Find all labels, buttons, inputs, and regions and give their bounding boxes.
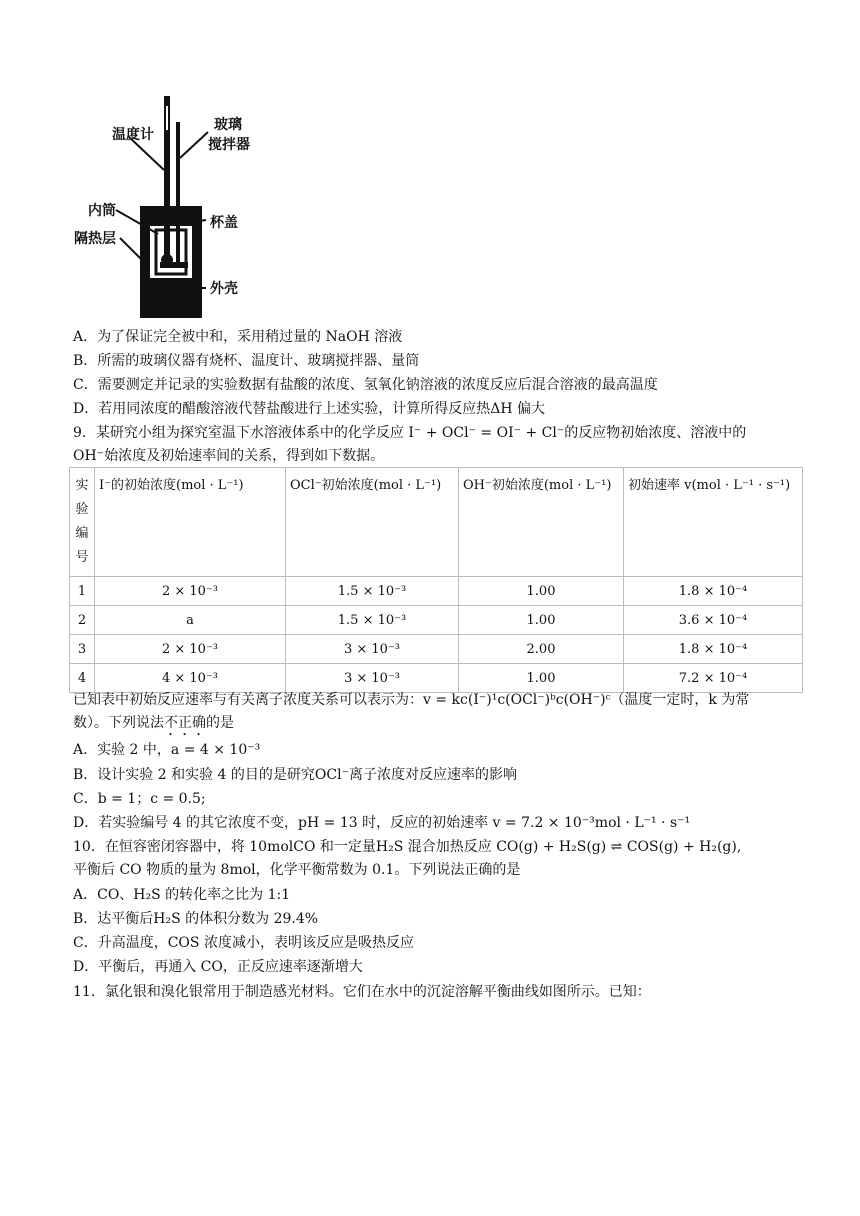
q9-stem-line1: 9．某研究小组为探究室温下水溶液体系中的化学反应 I⁻ + OCl⁻ = OI⁻ + Cl⁻的反应物初始浓度、溶液中的 [73, 425, 747, 441]
q10-option-c: C．升高温度，COS 浓度减小，表明该反应是吸热反应 [73, 935, 414, 951]
q10-stem-line1: 10．在恒容密闭容器中，将 10molCO 和一定量H₂S 混合加热反应 CO(g) + H₂S(g) ⇌ COS(g) + H₂(g), [73, 839, 742, 855]
q9-option-b: B．设计实验 2 和实验 4 的目的是研究OCl⁻离子浓度对反应速率的影响 [73, 767, 517, 783]
table-header-row [70, 468, 803, 577]
table-cell: 1 [70, 577, 95, 606]
table-cell: 1.8 × 10⁻⁴ [624, 635, 803, 664]
table-row [70, 635, 803, 664]
q9-option-c: C．b = 1；c = 0.5; [73, 791, 206, 807]
q8-option-d: D．若用同浓度的醋酸溶液代替盐酸进行上述实验，计算所得反应热ΔH 偏大 [73, 401, 545, 417]
label-stirrer: 搅拌器 [208, 137, 250, 153]
q9-prompt-pre: 数）。下列说法 [73, 715, 164, 731]
q10-option-b: B．达平衡后H₂S 的体积分数为 29.4% [73, 911, 319, 927]
table-cell: 3.6 × 10⁻⁴ [624, 606, 803, 635]
table-cell: 2 × 10⁻³ [95, 577, 286, 606]
q9-rate-law-line1: 已知表中初始反应速率与有关离子浓度关系可以表示为：v = kc(I⁻)¹c(OCl⁻)ᵇc(OH⁻)ᶜ（温度一定时，k 为常 [73, 692, 750, 708]
q10-option-d: D．平衡后，再通入 CO，正反应速率逐渐增大 [73, 959, 363, 975]
label-glass: 玻璃 [214, 117, 242, 133]
table-cell: 1.5 × 10⁻³ [286, 606, 459, 635]
q9-data-table [69, 467, 803, 693]
label-shell: 外壳 [210, 281, 238, 297]
q8-option-c: C．需要测定并记录的实验数据有盐酸的浓度、氢氧化钠溶液的浓度反应后混合溶液的最高温度 [73, 377, 658, 393]
label-lid: 杯盖 [210, 215, 238, 231]
table-row [70, 664, 803, 693]
q9-rate-law-line2 [73, 713, 234, 739]
q9-stem-line2: OH⁻始浓度及初始速率间的关系，得到如下数据。 [73, 448, 385, 464]
table-cell: 1.5 × 10⁻³ [286, 577, 459, 606]
table-cell: 3 [70, 635, 95, 664]
q10-option-a: A．CO、H₂S 的转化率之比为 1:1 [73, 887, 291, 903]
header-ocl-conc: OCl⁻初始浓度(mol · L⁻¹) [286, 468, 459, 577]
calorimeter-figure [68, 92, 268, 324]
table-cell: 4 [70, 664, 95, 693]
label-inner-cup: 内筒 [88, 203, 116, 219]
table-cell: 1.00 [459, 577, 624, 606]
q9-option-d: D．若实验编号 4 的其它浓度不变，pH = 13 时，反应的初始速率 v = 7.2 × 10⁻³mol · L⁻¹ · s⁻¹ [73, 815, 691, 831]
table-cell: a [95, 606, 286, 635]
header-experiment-no: 实验编号 [70, 468, 95, 577]
table-cell: 7.2 × 10⁻⁴ [624, 664, 803, 693]
q9-prompt-post: 的是 [206, 715, 234, 731]
header-oh-conc: OH⁻初始浓度(mol · L⁻¹) [459, 468, 624, 577]
q8-option-a: A．为了保证完全被中和，采用稍过量的 NaOH 溶液 [73, 329, 403, 345]
q10-stem-line2: 平衡后 CO 物质的量为 8mol，化学平衡常数为 0.1。下列说法正确的是 [73, 862, 521, 878]
table-row [70, 606, 803, 635]
table-cell: 2 [70, 606, 95, 635]
table-cell: 2.00 [459, 635, 624, 664]
q9-prompt-emphasis: 不正确 [164, 715, 206, 731]
table-row [70, 577, 803, 606]
q8-option-b: B．所需的玻璃仪器有烧杯、温度计、玻璃搅拌器、量筒 [73, 353, 420, 369]
q11-stem: 11．氯化银和溴化银常用于制造感光材料。它们在水中的沉淀溶解平衡曲线如图所示。已知： [73, 984, 651, 1000]
table-cell: 1.00 [459, 606, 624, 635]
label-insulation: 隔热层 [74, 231, 116, 247]
table-cell: 1.8 × 10⁻⁴ [624, 577, 803, 606]
q9-option-a: A．实验 2 中，a = 4 × 10⁻³ [73, 742, 261, 758]
header-initial-rate: 初始速率 v(mol · L⁻¹ · s⁻¹) [624, 468, 803, 577]
header-i-conc: I⁻的初始浓度(mol · L⁻¹) [95, 468, 286, 577]
table-cell: 3 × 10⁻³ [286, 635, 459, 664]
table-cell: 1.00 [459, 664, 624, 693]
table-cell: 4 × 10⁻³ [95, 664, 286, 693]
table-cell: 2 × 10⁻³ [95, 635, 286, 664]
label-thermometer: 温度计 [112, 127, 154, 143]
table-cell: 3 × 10⁻³ [286, 664, 459, 693]
